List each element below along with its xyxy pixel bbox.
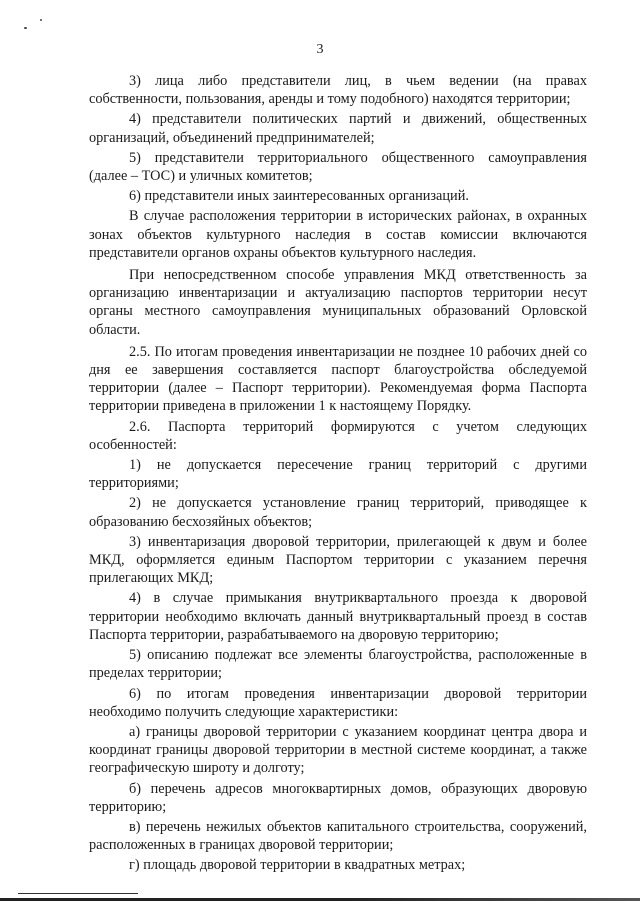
- scan-mark: [24, 27, 27, 29]
- paragraph: 2.5. По итогам проведения инвентаризации не позднее 10 рабочих дней со дня ее завершения составляется паспорт благоустройства обследуемой территории (далее – Паспорт территории). Рекомендуемая форма Паспорта территории приведена в приложении 1 к настоящему Порядку.: [89, 343, 587, 415]
- paragraph: В случае расположения территории в исторических районах, в охранных зонах объектов культурного наследия в состав комиссии включаются представители органов охраны объектов культурного наследия.: [89, 208, 587, 261]
- paragraph: 6) по итогам проведения инвентаризации дворовой территории необходимо получить следующие характеристики:: [89, 685, 587, 720]
- paragraph: г) площадь дворовой территории в квадратных метрах;: [129, 857, 466, 874]
- paragraph: 3) лица либо представители лиц, в чьем ведении (на правах собственности, пользования, аренды и тому подобного) находятся территории;: [89, 73, 587, 108]
- document-body: [89, 72, 587, 875]
- paragraph: 4) представители политических партий и движений, общественных организаций, объединений предпринимателей;: [89, 111, 587, 146]
- paragraph: б) перечень адресов многоквартирных домов, образующих дворовую территорию;: [89, 780, 587, 815]
- paragraph: 3) инвентаризация дворовой территории, прилегающей к двум и более МКД, оформляется единым Паспортом территории с указанием перечня прилегающих МКД;: [89, 533, 587, 587]
- scan-mark: [40, 19, 42, 21]
- paragraph: в) перечень нежилых объектов капитального строительства, сооружений, расположенных в границах дворовой территории;: [89, 818, 587, 854]
- paragraph: а) границы дворовой территории с указанием координат центра двора и координат границы дворовой территории в местной системе координат, а также географическую широту и долготу;: [89, 723, 587, 777]
- paragraph: 6) представители иных заинтересованных организаций.: [129, 188, 469, 205]
- paragraph: 4) в случае примыкания внутриквартального проезда к дворовой территории необходимо включать данный внутриквартальный проезд в состав Паспорта территории, разрабатываемого на дворовую территорию;: [89, 590, 587, 643]
- page-number: 3: [316, 42, 324, 57]
- scan-edge-bar: [0, 898, 640, 901]
- paragraph: 1) не допускается пересечение границ территорий с другими территориями;: [89, 457, 587, 492]
- paragraph: 5) представители территориального общественного самоуправления (далее – ТОС) и уличных комитетов;: [89, 149, 587, 185]
- paragraph: 5) описанию подлежат все элементы благоустройства, расположенные в пределах территории;: [89, 647, 587, 682]
- paragraph: 2) не допускается установление границ территорий, приводящее к образованию бесхозяйных объектов;: [89, 495, 587, 530]
- scan-edge-line: [18, 893, 138, 894]
- paragraph: При непосредственном способе управления МКД ответственность за организацию инвентаризации и актуализацию паспортов территории несут органы местного самоуправления муниципальных образований Орловской области.: [89, 267, 587, 338]
- paragraph: 2.6. Паспорта территорий формируются с учетом следующих особенностей:: [89, 418, 587, 453]
